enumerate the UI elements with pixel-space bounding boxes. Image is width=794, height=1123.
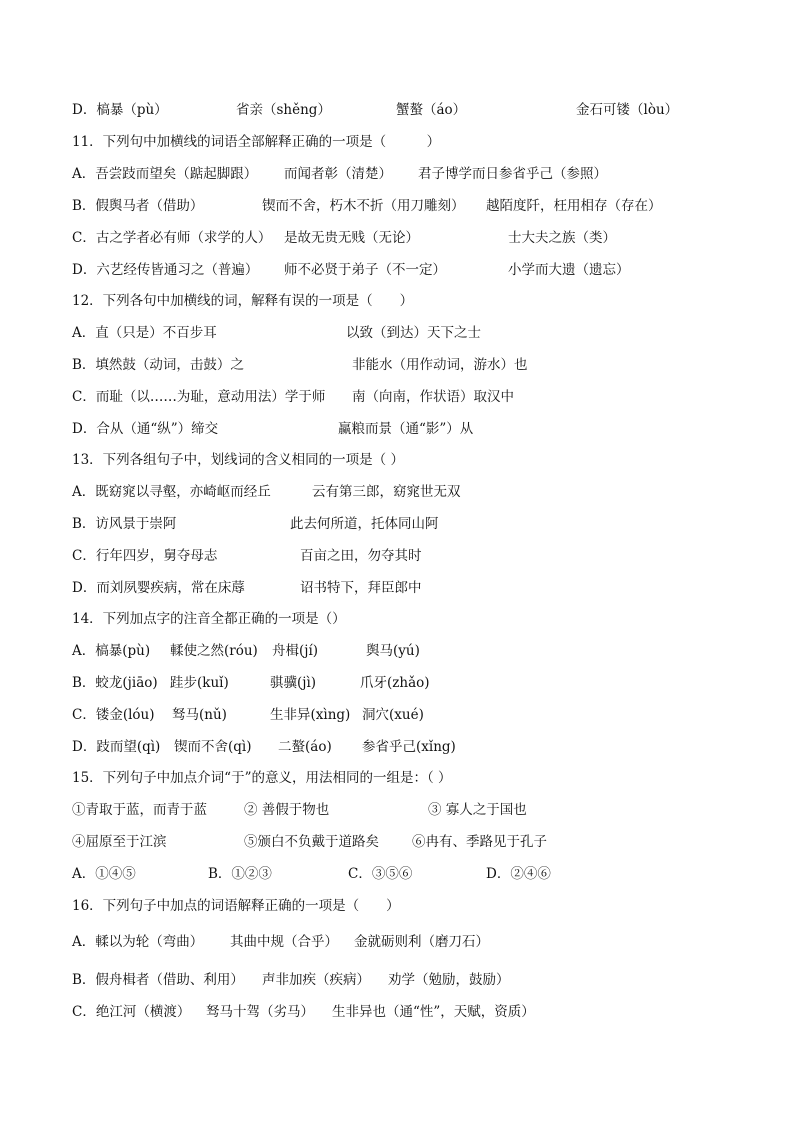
option-text: 洞穴(xué) bbox=[362, 707, 424, 723]
option-text: 南（向南，作状语）取汉中 bbox=[352, 389, 514, 405]
question-text: 15．下列句子中加点介词“于”的意义，用法相同的一组是：（ ） bbox=[72, 770, 452, 786]
option-text: B．蛟龙(jiāo) bbox=[72, 675, 158, 691]
question-text: 13．下列各组句子中，划线词的含义相同的一项是（ ） bbox=[72, 452, 404, 468]
option-text: C．镂金(lóu) bbox=[72, 707, 155, 723]
option-text: 非能水（用作动词，游水）也 bbox=[352, 357, 528, 373]
option-text: C．古之学者必有师（求学的人） bbox=[72, 230, 272, 246]
option-text: 是故无贵无贱（无论） bbox=[284, 230, 419, 246]
option-text: 云有第三郎，窈窕世无双 bbox=[312, 484, 461, 500]
option-text: 金石可镂（lòu） bbox=[576, 102, 679, 118]
option-text: 舆马(yú) bbox=[366, 643, 420, 659]
option-text: B．填然鼓（动词，击鼓）之 bbox=[72, 357, 244, 373]
option-text: 锲而不舍，朽木不折（用刀雕刻） bbox=[262, 198, 465, 214]
option-text: 赢粮而景（通“影”）从 bbox=[338, 421, 474, 437]
option-text: 越陌度阡，枉用相存（存在） bbox=[486, 198, 662, 214]
option-text: 生非异(xìng) bbox=[270, 707, 351, 723]
option-text: 驽马(nǔ) bbox=[172, 707, 227, 723]
choice-d: D．②④⑥ bbox=[486, 866, 551, 882]
option-text: 诏书特下，拜臣郎中 bbox=[300, 580, 422, 596]
choice-b: B．①②③ bbox=[208, 866, 272, 882]
option-text: A．槁暴(pù) bbox=[72, 643, 151, 659]
option-text: 士大夫之族（类） bbox=[508, 230, 616, 246]
option-text: 骐骥(jì) bbox=[270, 675, 317, 691]
option-text: 君子博学而日参省乎己（参照） bbox=[418, 166, 607, 182]
option-text: ⑤颁白不负戴于道路矣 bbox=[244, 834, 379, 850]
option-text: C．行年四岁，舅夺母志 bbox=[72, 548, 218, 564]
option-text: 参省乎己(xǐng) bbox=[362, 739, 456, 755]
option-text: 声非加疾（疾病） bbox=[262, 972, 370, 988]
option-text: C．绝江河（横渡） bbox=[72, 1004, 191, 1020]
option-text: A．吾尝跂而望矣（踮起脚跟） bbox=[72, 166, 258, 182]
question-text: 14．下列加点字的注音全都正确的一项是（） bbox=[72, 611, 346, 627]
option-text: A．既窈窕以寻壑，亦崎岖而经丘 bbox=[72, 484, 271, 500]
question-text: 11．下列句中加横线的词语全部解释正确的一项是（ ） bbox=[72, 134, 441, 150]
option-text: B．假舟楫者（借助、利用） bbox=[72, 972, 244, 988]
option-text: 百亩之田，勿夺其时 bbox=[300, 548, 422, 564]
choice-c: C．③⑤⑥ bbox=[348, 866, 413, 882]
option-text: 舟楫(jí) bbox=[272, 643, 319, 659]
option-text: D．而刘夙婴疾病，常在床蓐 bbox=[72, 580, 245, 596]
question-text: 16．下列句子中加点的词语解释正确的一项是（ ） bbox=[72, 898, 400, 914]
option-text: ③ 寡人之于国也 bbox=[428, 802, 527, 818]
option-text: A．輮以为轮（弯曲） bbox=[72, 934, 204, 950]
option-text: 金就砺则利（磨刀石） bbox=[354, 934, 489, 950]
option-text: 蟹螯（áo） bbox=[396, 102, 467, 118]
question-text: 12．下列各句中加横线的词，解释有误的一项是（ ） bbox=[72, 293, 414, 309]
option-text: B．假舆马者（借助） bbox=[72, 198, 204, 214]
option-text: ①青取于蓝，而青于蓝 bbox=[72, 802, 207, 818]
option-text: 驽马十驾（劣马） bbox=[206, 1004, 314, 1020]
option-text: 跬步(kuǐ) bbox=[170, 675, 229, 691]
option-text: C．而耻（以……为耻，意动用法）学于师 bbox=[72, 389, 326, 405]
option-text: 輮使之然(róu) bbox=[170, 643, 258, 659]
option-text: D．槁暴（pù） bbox=[72, 102, 168, 118]
option-text: A．直（只是）不百步耳 bbox=[72, 325, 217, 341]
option-text: D．跂而望(qì) bbox=[72, 739, 161, 755]
option-text: 而闻者彰（清楚） bbox=[284, 166, 392, 182]
option-text: 锲而不舍(qì) bbox=[174, 739, 252, 755]
option-text: 其曲中规（合乎） bbox=[230, 934, 338, 950]
option-text: 二螯(áo) bbox=[278, 739, 332, 755]
option-text: 省亲（shěng） bbox=[236, 102, 331, 118]
option-text: ⑥冉有、季路见于孔子 bbox=[412, 834, 547, 850]
option-text: 爪牙(zhǎo) bbox=[360, 675, 430, 691]
option-text: 小学而大遗（遗忘） bbox=[508, 262, 630, 278]
option-text: D．六艺经传皆通习之（普遍） bbox=[72, 262, 259, 278]
option-text: 此去何所道，托体同山阿 bbox=[290, 516, 439, 532]
option-text: ② 善假于物也 bbox=[244, 802, 330, 818]
option-text: 生非异也（通“性”，天赋，资质） bbox=[332, 1004, 535, 1020]
option-text: 以致（到达）天下之士 bbox=[346, 325, 481, 341]
option-text: ④屈原至于江滨 bbox=[72, 834, 167, 850]
option-text: 师不必贤于弟子（不一定） bbox=[284, 262, 446, 278]
option-text: B．访风景于崇阿 bbox=[72, 516, 177, 532]
option-text: 劝学（勉励，鼓励） bbox=[388, 972, 510, 988]
choice-a: A．①④⑤ bbox=[72, 866, 136, 882]
option-text: D．合从（通“纵”）缔交 bbox=[72, 421, 219, 437]
